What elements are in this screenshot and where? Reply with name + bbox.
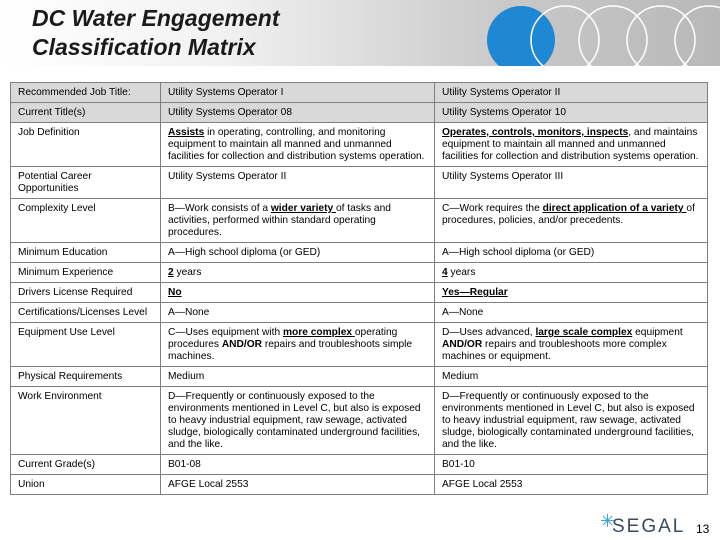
outline-circle-2 [579,6,647,66]
cell-col2 [435,263,708,283]
table-row [11,263,708,283]
cell-col2 [435,323,708,367]
row-label: Certifications/Licenses Level [11,303,161,323]
table-header-row [11,83,708,103]
cell-col1: AFGE Local 2553 [161,475,435,495]
cell-col1: A—High school diploma (or GED) [161,243,435,263]
emphasis-text: 4 [442,267,448,278]
cell-text: , and maintains equipment to maintain all manned and unmanned facilities for collection and distribution systems operation. [442,127,699,162]
title-line-1: DC Water Engagement [32,5,280,31]
cell-col1: Utility Systems Operator 08 [161,103,435,123]
table-row [11,323,708,367]
table-row [11,303,708,323]
cell-col1 [161,123,435,167]
header-label: Recommended Job Title: [11,83,161,103]
cell-col2: D—Frequently or continuously exposed to the environments mentioned in Level C, but also is exposed to heavy industrial equipment, raw sewage, activated sludge, biologically contaminated underground facilities, and the like. [435,387,708,455]
row-label: Equipment Use Level [11,323,161,367]
cell-col1: Medium [161,367,435,387]
cell-col1: D—Frequently or continuously exposed to the environments mentioned in Level C, but also is exposed to heavy industrial equipment, raw sewage, activated sludge, biologically contaminated underground facilities, and the like. [161,387,435,455]
cell-col2: B01-10 [435,455,708,475]
table-row [11,475,708,495]
star-icon: ✳ [600,511,618,531]
row-label: Potential Career Opportunities [11,167,161,199]
cell-text: years [447,267,476,278]
cell-text: of tasks and activities, performed within standard operating procedures. [168,203,391,238]
cell-text: C—Work requires the [442,203,543,214]
cell-text: repairs and troubleshoots more complex machines or equipment. [442,339,667,362]
cell-text: repairs and troubleshoots simple machines. [168,339,413,362]
outline-circle-3 [627,6,695,66]
emphasis-text: more complex [282,327,355,338]
cell-col2: Medium [435,367,708,387]
classification-matrix-table [10,82,708,495]
emphasis-text: No [168,287,182,298]
cell-text: C—Uses equipment with [168,327,283,338]
table-row [11,455,708,475]
bold-text: AND/OR [442,339,483,350]
row-label: Current Grade(s) [11,455,161,475]
cell-col2: Utility Systems Operator 10 [435,103,708,123]
header-banner [0,0,720,66]
emphasis-text: Yes—Regular [442,287,508,298]
page-number: 13 [696,522,710,536]
cell-text: of procedures, policies, and/or precedents. [442,203,695,226]
emphasis-text: large scale complex [535,327,633,338]
table-row [11,367,708,387]
emphasis-text: Operates, controls, monitors, inspects [442,127,629,138]
row-label: Minimum Education [11,243,161,263]
cell-text: in operating, controlling, and monitoring equipment to maintain all manned and unmanned facilities for collection and distribution systems operation. [168,127,425,162]
table-row [11,103,708,123]
cell-col1: B01-08 [161,455,435,475]
header-col1: Utility Systems Operator I [161,83,435,103]
cell-col2: A—None [435,303,708,323]
cell-col1 [161,283,435,303]
cell-text: B—Work consists of a [168,203,271,214]
row-label: Physical Requirements [11,367,161,387]
page-title [32,4,280,62]
table-row [11,387,708,455]
emphasis-text: 2 [168,267,174,278]
cell-col1: A—None [161,303,435,323]
cell-col2 [435,123,708,167]
cell-col2: AFGE Local 2553 [435,475,708,495]
table-row [11,243,708,263]
emphasis-text: direct application of a variety [542,203,687,214]
table-row [11,123,708,167]
cell-col2 [435,199,708,243]
cell-text: equipment [632,327,683,338]
row-label: Union [11,475,161,495]
cell-text: years [173,267,202,278]
cell-col2: A—High school diploma (or GED) [435,243,708,263]
row-label: Current Title(s) [11,103,161,123]
cell-col2 [435,283,708,303]
bold-text: AND/OR [221,339,262,350]
outline-circle-4 [675,6,720,66]
table-row [11,167,708,199]
row-label: Drivers License Required [11,283,161,303]
row-label: Work Environment [11,387,161,455]
emphasis-text: wider variety [270,203,336,214]
header-col2: Utility Systems Operator II [435,83,708,103]
emphasis-text: Assists [168,127,205,138]
cell-text: operating procedures [168,327,398,350]
row-label: Minimum Experience [11,263,161,283]
segal-logo [600,511,686,537]
row-label: Complexity Level [11,199,161,243]
cell-col2: Utility Systems Operator III [435,167,708,199]
accent-circle [487,6,555,66]
cell-text: D—Uses advanced, [442,327,536,338]
table-row [11,199,708,243]
cell-col1: Utility Systems Operator II [161,167,435,199]
title-line-2: Classification Matrix [32,34,256,60]
table-row [11,283,708,303]
row-label: Job Definition [11,123,161,167]
cell-col1 [161,199,435,243]
logo-text: SEGAL [612,516,686,537]
cell-col1 [161,323,435,367]
cell-col1 [161,263,435,283]
